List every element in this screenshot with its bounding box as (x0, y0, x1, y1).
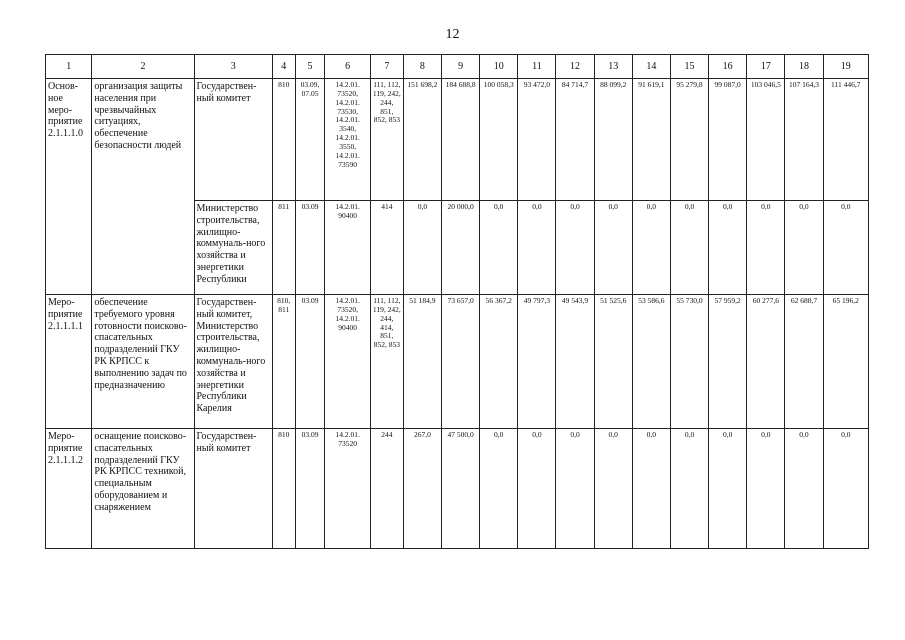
col-header: 10 (480, 55, 518, 79)
value-cell: 0,0 (518, 201, 556, 295)
value-cell: 0,0 (480, 201, 518, 295)
section-code: 03.09 (295, 295, 325, 429)
table-row (46, 79, 869, 201)
table-row (46, 429, 869, 549)
section-code: 03.09 (295, 201, 325, 295)
value-cell: 0,0 (785, 201, 823, 295)
col-header: 17 (747, 55, 785, 79)
value-cell: 0,0 (403, 201, 441, 295)
responsible-executor: Государствен-ный комитет, Министерство строительства, жилищно-коммуналь-ного хозяйства и энергетики Республики Карелия (194, 295, 272, 429)
target-article-code: 14.2.01. 73520 (325, 429, 370, 549)
responsible-executor: Государствен-ный комитет (194, 429, 272, 549)
value-cell: 111 446,7 (823, 79, 868, 201)
col-header: 13 (594, 55, 632, 79)
col-header: 3 (194, 55, 272, 79)
measure-code: Меро-приятие 2.1.1.1.1 (46, 295, 92, 429)
col-header: 6 (325, 55, 370, 79)
target-article-code: 14.2.01. 73520, 14.2.01. 90400 (325, 295, 370, 429)
section-code: 03.09, 07.05 (295, 79, 325, 201)
value-cell: 107 164,3 (785, 79, 823, 201)
value-cell: 0,0 (670, 201, 708, 295)
expense-type-code: 111, 112, 119, 242, 244, 851, 852, 853 (370, 79, 403, 201)
section-code: 03.09 (295, 429, 325, 549)
col-header: 12 (556, 55, 594, 79)
col-header: 14 (632, 55, 670, 79)
grbs-code: 810 (272, 429, 295, 549)
budget-table (45, 54, 869, 549)
value-cell: 60 277,6 (747, 295, 785, 429)
value-cell: 184 688,8 (442, 79, 480, 201)
value-cell: 0,0 (556, 201, 594, 295)
table-header-row (46, 55, 869, 79)
target-article-code: 14.2.01. 90400 (325, 201, 370, 295)
value-cell: 51 184,9 (403, 295, 441, 429)
col-header: 19 (823, 55, 868, 79)
value-cell: 0,0 (747, 429, 785, 549)
value-cell: 0,0 (785, 429, 823, 549)
responsible-executor: Министерство строительства, жилищно-коммуналь-ного хозяйства и энергетики Республики (194, 201, 272, 295)
col-header: 2 (92, 55, 194, 79)
col-header: 7 (370, 55, 403, 79)
value-cell: 49 543,9 (556, 295, 594, 429)
value-cell: 47 500,0 (442, 429, 480, 549)
value-cell: 0,0 (747, 201, 785, 295)
value-cell: 0,0 (670, 429, 708, 549)
value-cell: 55 730,0 (670, 295, 708, 429)
expense-type-code: 414 (370, 201, 403, 295)
value-cell: 84 714,7 (556, 79, 594, 201)
value-cell: 99 087,0 (709, 79, 747, 201)
value-cell: 73 657,0 (442, 295, 480, 429)
value-cell: 91 619,1 (632, 79, 670, 201)
col-header: 18 (785, 55, 823, 79)
col-header: 5 (295, 55, 325, 79)
responsible-executor: Государствен-ный комитет (194, 79, 272, 201)
value-cell: 0,0 (480, 429, 518, 549)
measure-description: обеспечение требуемого уровня готовности поисково-спасательных подразделений ГКУ РК КРПСС к выполнению задач по предназначению (92, 295, 194, 429)
value-cell: 0,0 (632, 429, 670, 549)
value-cell: 0,0 (556, 429, 594, 549)
value-cell: 65 196,2 (823, 295, 868, 429)
value-cell: 267,0 (403, 429, 441, 549)
value-cell: 100 058,3 (480, 79, 518, 201)
value-cell: 0,0 (823, 429, 868, 549)
col-header: 4 (272, 55, 295, 79)
measure-code: Меро-приятие 2.1.1.1.2 (46, 429, 92, 549)
col-header: 11 (518, 55, 556, 79)
value-cell: 103 046,5 (747, 79, 785, 201)
value-cell: 0,0 (823, 201, 868, 295)
measure-description: оснащение поисково-спасательных подразделений ГКУ РК КРПСС техникой, специальным оборудованием и снаряжением (92, 429, 194, 549)
value-cell: 57 959,2 (709, 295, 747, 429)
value-cell: 51 525,6 (594, 295, 632, 429)
value-cell: 95 279,8 (670, 79, 708, 201)
value-cell: 49 797,3 (518, 295, 556, 429)
expense-type-code: 111, 112, 119, 242, 244, 414, 851, 852, 853 (370, 295, 403, 429)
value-cell: 53 586,6 (632, 295, 670, 429)
value-cell: 20 000,0 (442, 201, 480, 295)
value-cell: 88 099,2 (594, 79, 632, 201)
col-header: 9 (442, 55, 480, 79)
value-cell: 0,0 (709, 429, 747, 549)
col-header: 8 (403, 55, 441, 79)
value-cell: 56 367,2 (480, 295, 518, 429)
measure-code: Основ-ное меро-приятие 2.1.1.1.0 (46, 79, 92, 295)
grbs-code: 810, 811 (272, 295, 295, 429)
col-header: 1 (46, 55, 92, 79)
value-cell: 0,0 (594, 201, 632, 295)
value-cell: 62 688,7 (785, 295, 823, 429)
value-cell: 0,0 (594, 429, 632, 549)
col-header: 16 (709, 55, 747, 79)
page-number: 12 (445, 27, 460, 42)
value-cell: 0,0 (632, 201, 670, 295)
value-cell: 151 698,2 (403, 79, 441, 201)
table-row (46, 295, 869, 429)
value-cell: 93 472,0 (518, 79, 556, 201)
value-cell: 0,0 (518, 429, 556, 549)
grbs-code: 810 (272, 79, 295, 201)
measure-description: организация защиты населения при чрезвычайных ситуациях, обеспечение безопасности людей (92, 79, 194, 295)
col-header: 15 (670, 55, 708, 79)
value-cell: 0,0 (709, 201, 747, 295)
target-article-code: 14.2.01. 73520, 14.2.01. 73530, 14.2.01. 3540, 14.2.01. 3550, 14.2.01. 73590 (325, 79, 370, 201)
grbs-code: 811 (272, 201, 295, 295)
expense-type-code: 244 (370, 429, 403, 549)
